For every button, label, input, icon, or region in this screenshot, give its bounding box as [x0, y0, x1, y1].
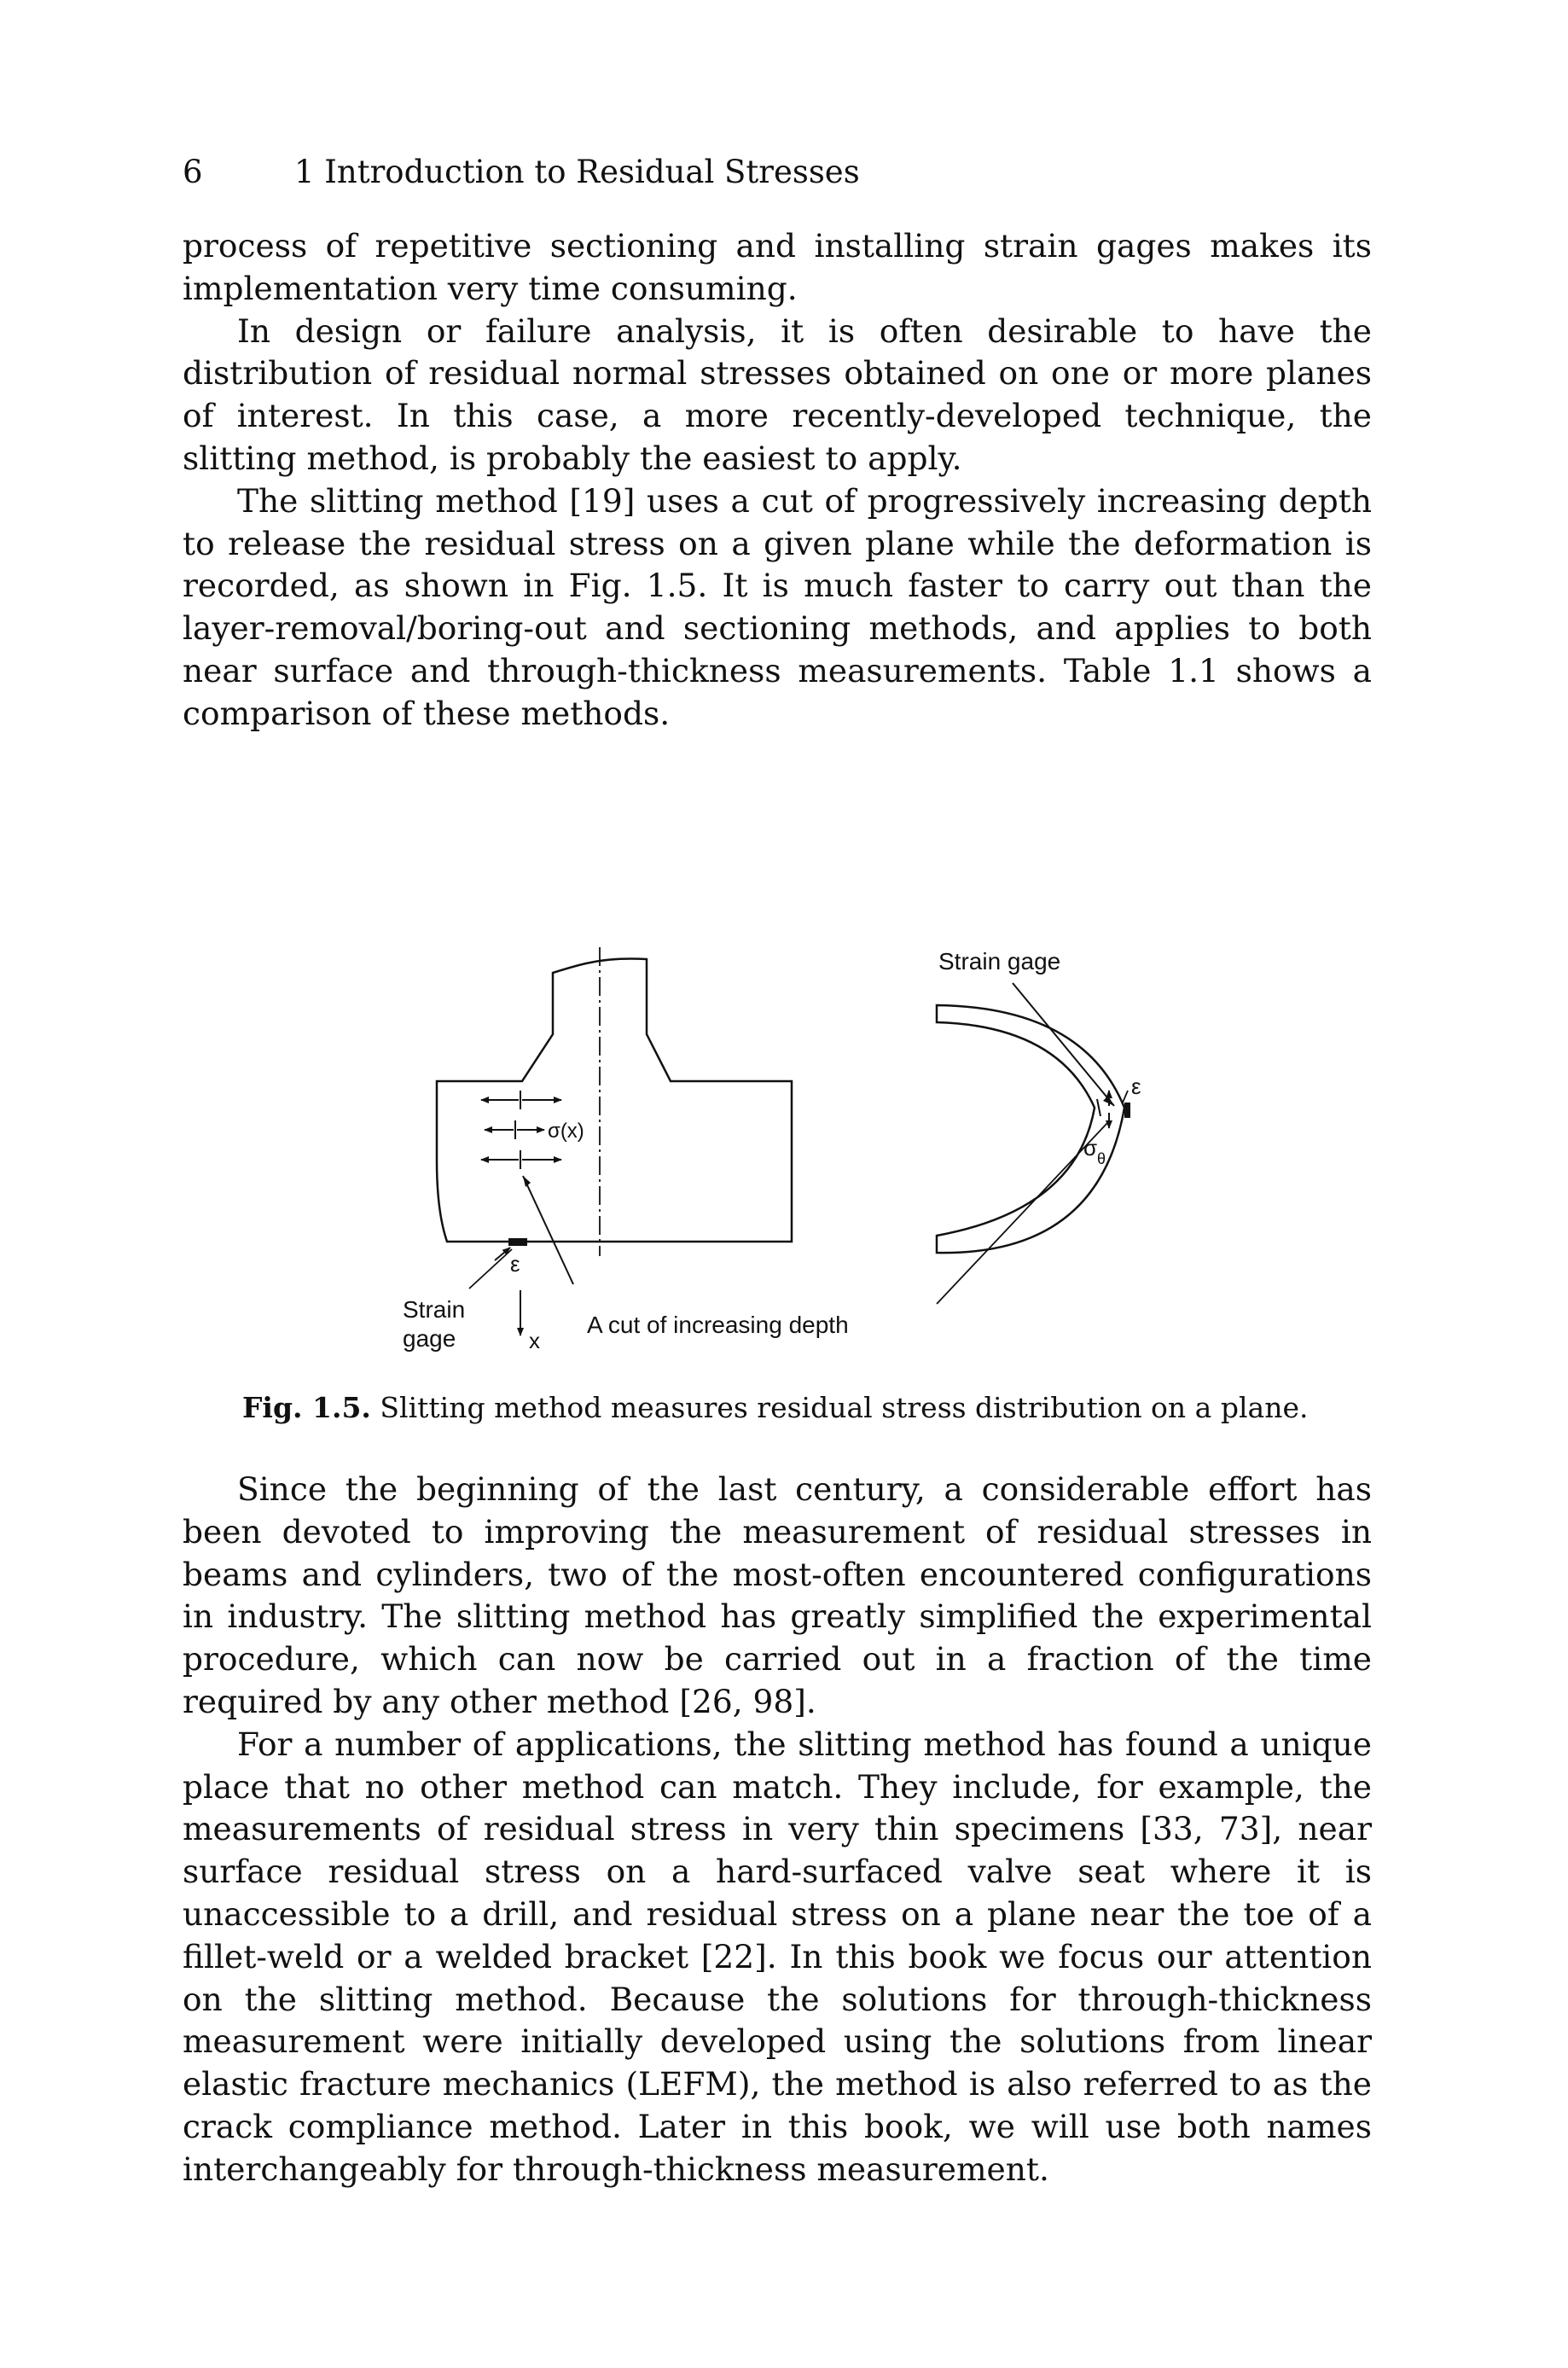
theta-subscript: θ	[1097, 1150, 1106, 1167]
strain-gage-left-label-line1: Strain	[403, 1296, 466, 1323]
strain-gage-right-label: Strain gage	[938, 948, 1061, 975]
ring-slit	[1097, 1099, 1101, 1116]
strain-gage-left-leader	[469, 1249, 512, 1289]
cut-leader-line	[523, 1176, 573, 1284]
cut-label: A cut of increasing depth	[587, 1312, 849, 1338]
paragraph-design-failure: In design or failure analysis, it is often desirable to have the distribution of residual normal stresses obtained on one or more planes of interest. In this case, a more recently-developed technique, the slitting method, is probably the easiest to apply.	[183, 311, 1372, 477]
figure-1-5	[367, 905, 1220, 1382]
cut-leader-arrowhead	[523, 1176, 531, 1187]
figure-caption-label: Fig. 1.5.	[242, 1391, 371, 1424]
slitting-method-diagram	[367, 905, 1220, 1382]
strain-gage-right	[1124, 1103, 1130, 1118]
sigma-theta-symbol: σ	[1083, 1135, 1098, 1161]
ring-outline	[937, 1005, 1124, 1253]
epsilon-right-label: ε	[1131, 1073, 1141, 1099]
paragraph-beams-cylinders: Since the beginning of the last century, a considerable effort has been devoted to improving the measurement of residual stresses in beams and cylinders, two of the most-often encountered configurations in industry. The slitting method has greatly simplified the experimental procedure, which can now be carried out in a fraction of the time required by any other method [26, 98].	[183, 1470, 1372, 1720]
page-number: 6	[183, 154, 203, 190]
strain-gage-right-leader	[1013, 983, 1114, 1106]
strain-gage-left	[508, 1238, 527, 1246]
top-text-block	[183, 225, 1372, 736]
bottom-text-block	[183, 1469, 1372, 2191]
sigma-theta-label	[1083, 1135, 1106, 1167]
page-header	[183, 147, 1377, 198]
paragraph-slitting-method: The slitting method [19] uses a cut of progressively increasing depth to release the residual stress on a given plane while the deformation is recorded, as shown in Fig. 1.5. It is much faster to carry out than the layer-removal/boring-out and sectioning methods, and applies to both near surface and through-thickness measurements. Table 1.1 shows a comparison of these methods.	[183, 481, 1372, 732]
running-head: 1 Introduction to Residual Stresses	[294, 154, 860, 190]
figure-caption	[242, 1389, 1368, 1427]
epsilon-right-leader	[1123, 1091, 1128, 1103]
sigma-x-label: σ(x)	[548, 1120, 584, 1143]
figure-caption-text: Slitting method measures residual stress distribution on a plane.	[370, 1391, 1309, 1424]
ring-long-leader	[937, 1123, 1107, 1304]
paragraph-applications: For a number of applications, the slitting method has found a unique place that no other method can match. They include, for example, the measurements of residual stress in very thin specimens [33, 73], near surface residual stress on a hard-surfaced valve seat where it is unaccessible to a drill, and residual stress on a plane near the toe of a fillet-weld or a welded bracket [22]. In this book we focus our attention on the slitting method. Because the solutions for through-thickness measurement were initially developed using the solutions from linear elastic fracture mechanics (LEFM), the method is also referred to as the crack compliance method. Later in this book, we will use both names interchangeably for through-thickness measurement.	[183, 1725, 1372, 2188]
epsilon-left-label: ε	[510, 1251, 520, 1277]
strain-gage-left-label-line2: gage	[403, 1325, 456, 1352]
x-axis-label: x	[529, 1328, 540, 1353]
paragraph-continuation: process of repetitive sectioning and installing strain gages makes its implementation very time consuming.	[183, 227, 1372, 307]
